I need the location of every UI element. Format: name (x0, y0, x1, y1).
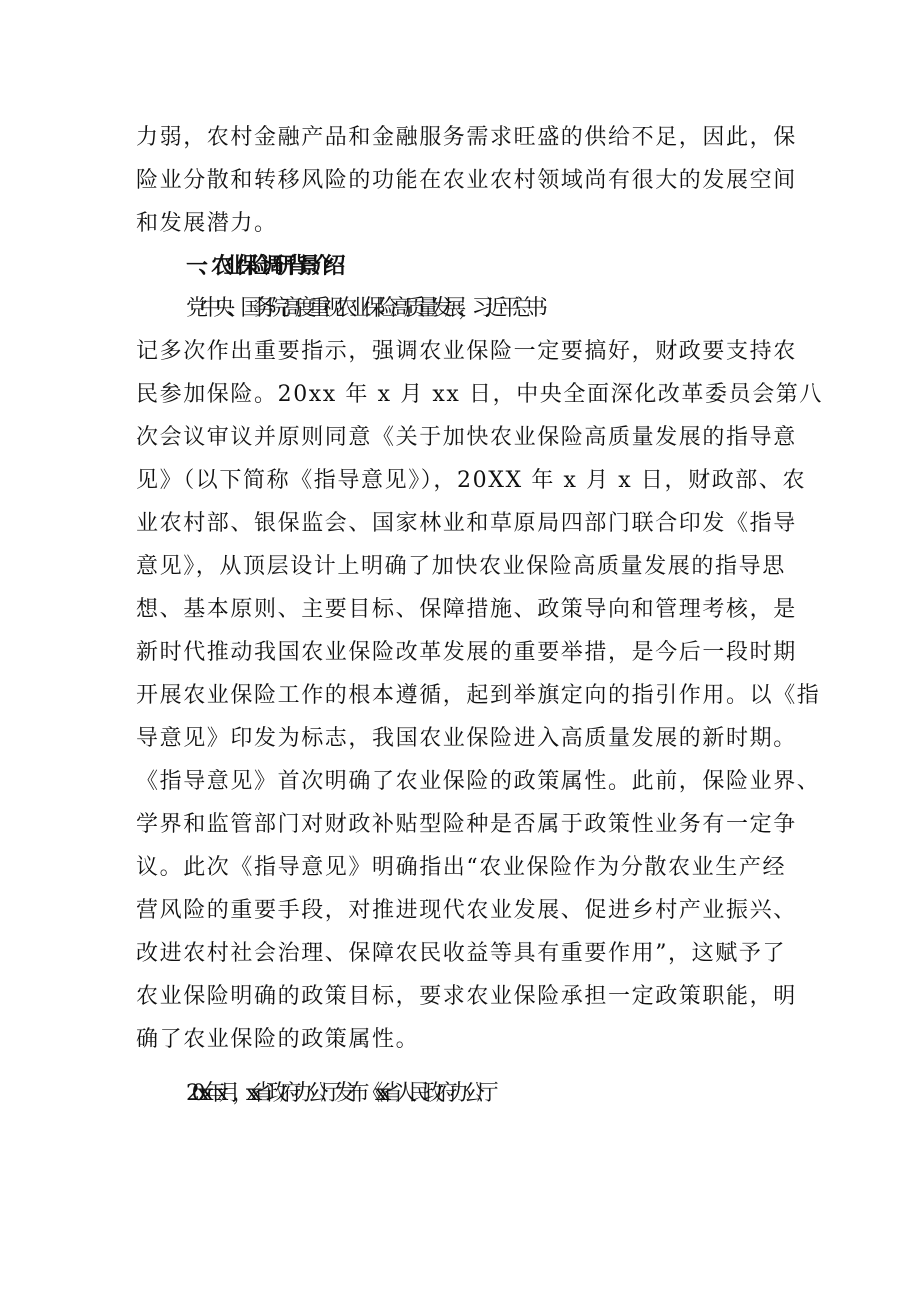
paragraph-line: 学界和监管部门对财政补贴型险种是否属于政策性业务有一定争 (136, 812, 797, 837)
paragraph-line: 见》（以下简称《指导意见》），20XX 年 x 月 x 日，财政部、农 (136, 468, 807, 493)
paragraph-line: 改进农村社会治理、保障农民收益等具有重要作用”，这赋予了 (136, 941, 787, 966)
paragraph-line: 新时代推动我国农业保险改革发展的重要举措，是今后一段时期 (136, 640, 797, 665)
paragraph-line: 险业分散和转移风险的功能在农业农村领域尚有很大的发展空间 (136, 168, 797, 193)
paragraph-line: 和发展潜力。 (136, 211, 278, 236)
paragraph-line: 确了农业保险的政策属性。 (136, 1027, 420, 1052)
paragraph-line: 20xx 年 x 月，xx 省政府办公厅发布《xx 省人民政府办公厅 (186, 1081, 491, 1106)
paragraph-line: 次会议审议并原则同意《关于加快农业保险高质量发展的指导意 (136, 425, 797, 450)
paragraph-line: 《指导意见》首次明确了农业保险的政策属性。此前，保险业界、 (136, 769, 821, 794)
paragraph-line: 导意见》印发为标志，我国农业保险进入高质量发展的新时期。 (136, 726, 797, 751)
paragraph-line: 民参加保险。20xx 年 x 月 xx 日，中央全面深化改革委员会第八 (136, 382, 823, 407)
paragraph-line: 业农村部、银保监会、国家林业和草原局四部门联合印发《指导 (136, 511, 797, 536)
paragraph-line: 力弱，农村金融产品和金融服务需求旺盛的供给不足，因此，保 (136, 125, 797, 150)
paragraph-line: 党中央、国务院高度重视农业保险高质量发展，习近平总书 (186, 296, 540, 321)
paragraph-line: 议。此次《指导意见》明确指出“农业保险作为分散农业生产经 (136, 855, 787, 880)
paragraph-line: 想、基本原则、主要目标、保障措施、政策导向和管理考核，是 (136, 597, 797, 622)
paragraph-line: 意见》，从顶层设计上明确了加快农业保险高质量发展的指导思 (136, 554, 786, 579)
paragraph-line: 农业保险明确的政策目标，要求农业保险承担一定政策职能，明 (136, 984, 797, 1009)
paragraph-line: 记多次作出重要指示，强调农业保险一定要搞好，财政要支持农 (136, 339, 797, 364)
paragraph-line: 开展农业保险工作的根本遵循，起到举旗定向的指引作用。以《指 (136, 683, 821, 708)
paragraph-line: 营风险的重要手段，对推进现代农业发展、促进乡村产业振兴、 (136, 898, 797, 923)
section-heading: 一、农业保险调研背景介绍 (186, 254, 337, 279)
